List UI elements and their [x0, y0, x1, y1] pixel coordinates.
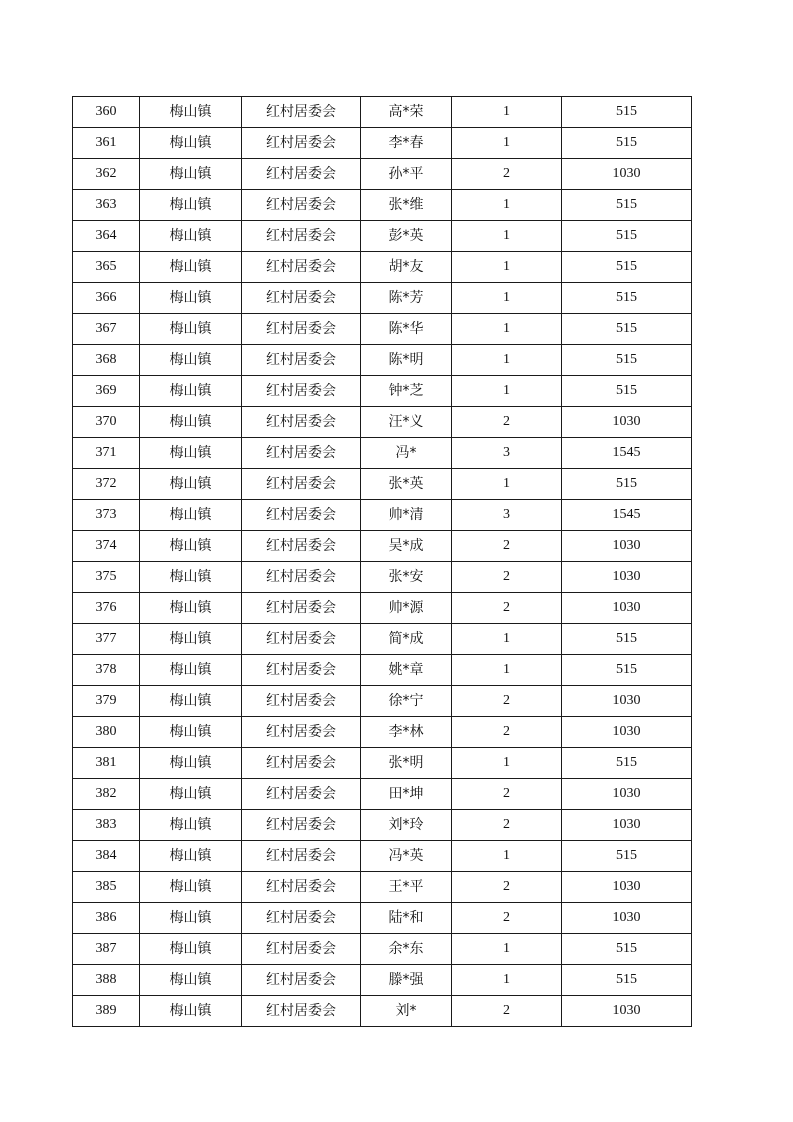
town-cell: 梅山镇: [140, 407, 242, 438]
committee-cell: 红村居委会: [242, 376, 361, 407]
town-cell: 梅山镇: [140, 252, 242, 283]
count-cell: 2: [452, 593, 562, 624]
row-number-cell: 386: [73, 903, 140, 934]
count-cell: 1: [452, 314, 562, 345]
amount-cell: 515: [562, 314, 692, 345]
name-cell: 高*荣: [361, 97, 452, 128]
count-cell: 2: [452, 531, 562, 562]
count-cell: 1: [452, 283, 562, 314]
name-cell: 帅*源: [361, 593, 452, 624]
count-cell: 1: [452, 345, 562, 376]
row-number-cell: 370: [73, 407, 140, 438]
row-number-cell: 367: [73, 314, 140, 345]
name-cell: 冯*英: [361, 841, 452, 872]
name-cell: 彭*英: [361, 221, 452, 252]
row-number-cell: 362: [73, 159, 140, 190]
committee-cell: 红村居委会: [242, 345, 361, 376]
name-cell: 张*英: [361, 469, 452, 500]
count-cell: 1: [452, 624, 562, 655]
table-row: [73, 841, 692, 872]
committee-cell: 红村居委会: [242, 779, 361, 810]
row-number-cell: 375: [73, 562, 140, 593]
row-number-cell: 382: [73, 779, 140, 810]
name-cell: 胡*友: [361, 252, 452, 283]
table-row: [73, 376, 692, 407]
row-number-cell: 388: [73, 965, 140, 996]
count-cell: 1: [452, 655, 562, 686]
count-cell: 1: [452, 252, 562, 283]
town-cell: 梅山镇: [140, 190, 242, 221]
committee-cell: 红村居委会: [242, 810, 361, 841]
row-number-cell: 368: [73, 345, 140, 376]
table-row: [73, 438, 692, 469]
committee-cell: 红村居委会: [242, 686, 361, 717]
name-cell: 余*东: [361, 934, 452, 965]
name-cell: 滕*强: [361, 965, 452, 996]
table-row: [73, 97, 692, 128]
count-cell: 2: [452, 872, 562, 903]
amount-cell: 1030: [562, 562, 692, 593]
town-cell: 梅山镇: [140, 128, 242, 159]
table-row: [73, 934, 692, 965]
table-row: [73, 562, 692, 593]
amount-cell: 515: [562, 283, 692, 314]
town-cell: 梅山镇: [140, 996, 242, 1027]
table-row: [73, 748, 692, 779]
table-row: [73, 128, 692, 159]
row-number-cell: 387: [73, 934, 140, 965]
table-row: [73, 221, 692, 252]
town-cell: 梅山镇: [140, 655, 242, 686]
town-cell: 梅山镇: [140, 717, 242, 748]
amount-cell: 515: [562, 376, 692, 407]
amount-cell: 515: [562, 345, 692, 376]
table-row: [73, 779, 692, 810]
row-number-cell: 369: [73, 376, 140, 407]
committee-cell: 红村居委会: [242, 500, 361, 531]
data-table: [72, 96, 692, 1027]
town-cell: 梅山镇: [140, 159, 242, 190]
committee-cell: 红村居委会: [242, 438, 361, 469]
row-number-cell: 366: [73, 283, 140, 314]
committee-cell: 红村居委会: [242, 469, 361, 500]
row-number-cell: 372: [73, 469, 140, 500]
table-row: [73, 872, 692, 903]
table-row: [73, 655, 692, 686]
table-body: [73, 97, 692, 1027]
table-row: [73, 965, 692, 996]
amount-cell: 1030: [562, 779, 692, 810]
amount-cell: 1030: [562, 996, 692, 1027]
town-cell: 梅山镇: [140, 376, 242, 407]
count-cell: 2: [452, 779, 562, 810]
name-cell: 刘*玲: [361, 810, 452, 841]
row-number-cell: 380: [73, 717, 140, 748]
count-cell: 1: [452, 190, 562, 221]
table-row: [73, 407, 692, 438]
committee-cell: 红村居委会: [242, 97, 361, 128]
committee-cell: 红村居委会: [242, 841, 361, 872]
town-cell: 梅山镇: [140, 500, 242, 531]
town-cell: 梅山镇: [140, 841, 242, 872]
committee-cell: 红村居委会: [242, 407, 361, 438]
amount-cell: 1030: [562, 531, 692, 562]
amount-cell: 515: [562, 934, 692, 965]
committee-cell: 红村居委会: [242, 283, 361, 314]
row-number-cell: 361: [73, 128, 140, 159]
committee-cell: 红村居委会: [242, 593, 361, 624]
amount-cell: 1030: [562, 717, 692, 748]
count-cell: 2: [452, 562, 562, 593]
town-cell: 梅山镇: [140, 283, 242, 314]
count-cell: 1: [452, 841, 562, 872]
amount-cell: 1030: [562, 903, 692, 934]
table-row: [73, 903, 692, 934]
town-cell: 梅山镇: [140, 810, 242, 841]
amount-cell: 515: [562, 252, 692, 283]
row-number-cell: 360: [73, 97, 140, 128]
committee-cell: 红村居委会: [242, 903, 361, 934]
count-cell: 1: [452, 128, 562, 159]
table-row: [73, 810, 692, 841]
name-cell: 田*坤: [361, 779, 452, 810]
town-cell: 梅山镇: [140, 593, 242, 624]
name-cell: 张*安: [361, 562, 452, 593]
amount-cell: 515: [562, 841, 692, 872]
name-cell: 吴*成: [361, 531, 452, 562]
amount-cell: 515: [562, 655, 692, 686]
row-number-cell: 377: [73, 624, 140, 655]
row-number-cell: 381: [73, 748, 140, 779]
count-cell: 2: [452, 996, 562, 1027]
name-cell: 陈*华: [361, 314, 452, 345]
table-row: [73, 252, 692, 283]
name-cell: 钟*芝: [361, 376, 452, 407]
row-number-cell: 364: [73, 221, 140, 252]
name-cell: 王*平: [361, 872, 452, 903]
committee-cell: 红村居委会: [242, 159, 361, 190]
table-row: [73, 996, 692, 1027]
name-cell: 张*维: [361, 190, 452, 221]
row-number-cell: 384: [73, 841, 140, 872]
name-cell: 李*林: [361, 717, 452, 748]
name-cell: 陈*芳: [361, 283, 452, 314]
count-cell: 1: [452, 376, 562, 407]
town-cell: 梅山镇: [140, 562, 242, 593]
row-number-cell: 376: [73, 593, 140, 624]
amount-cell: 1030: [562, 593, 692, 624]
town-cell: 梅山镇: [140, 469, 242, 500]
committee-cell: 红村居委会: [242, 190, 361, 221]
committee-cell: 红村居委会: [242, 748, 361, 779]
row-number-cell: 374: [73, 531, 140, 562]
row-number-cell: 385: [73, 872, 140, 903]
table-row: [73, 624, 692, 655]
row-number-cell: 389: [73, 996, 140, 1027]
count-cell: 2: [452, 810, 562, 841]
count-cell: 1: [452, 934, 562, 965]
table-row: [73, 283, 692, 314]
count-cell: 1: [452, 97, 562, 128]
amount-cell: 1545: [562, 500, 692, 531]
count-cell: 3: [452, 500, 562, 531]
count-cell: 2: [452, 717, 562, 748]
table-row: [73, 531, 692, 562]
count-cell: 2: [452, 903, 562, 934]
count-cell: 1: [452, 469, 562, 500]
town-cell: 梅山镇: [140, 314, 242, 345]
name-cell: 冯*: [361, 438, 452, 469]
amount-cell: 1030: [562, 810, 692, 841]
count-cell: 1: [452, 748, 562, 779]
table-row: [73, 190, 692, 221]
committee-cell: 红村居委会: [242, 128, 361, 159]
committee-cell: 红村居委会: [242, 996, 361, 1027]
table-row: [73, 345, 692, 376]
committee-cell: 红村居委会: [242, 934, 361, 965]
count-cell: 1: [452, 965, 562, 996]
row-number-cell: 371: [73, 438, 140, 469]
town-cell: 梅山镇: [140, 345, 242, 376]
committee-cell: 红村居委会: [242, 624, 361, 655]
table-row: [73, 469, 692, 500]
committee-cell: 红村居委会: [242, 965, 361, 996]
town-cell: 梅山镇: [140, 686, 242, 717]
name-cell: 张*明: [361, 748, 452, 779]
amount-cell: 1030: [562, 872, 692, 903]
committee-cell: 红村居委会: [242, 252, 361, 283]
amount-cell: 515: [562, 965, 692, 996]
row-number-cell: 378: [73, 655, 140, 686]
count-cell: 3: [452, 438, 562, 469]
row-number-cell: 379: [73, 686, 140, 717]
name-cell: 李*春: [361, 128, 452, 159]
committee-cell: 红村居委会: [242, 531, 361, 562]
row-number-cell: 365: [73, 252, 140, 283]
table-row: [73, 717, 692, 748]
table-row: [73, 686, 692, 717]
row-number-cell: 363: [73, 190, 140, 221]
name-cell: 孙*平: [361, 159, 452, 190]
table-row: [73, 159, 692, 190]
town-cell: 梅山镇: [140, 748, 242, 779]
amount-cell: 515: [562, 748, 692, 779]
name-cell: 汪*义: [361, 407, 452, 438]
amount-cell: 515: [562, 221, 692, 252]
count-cell: 2: [452, 407, 562, 438]
count-cell: 1: [452, 221, 562, 252]
amount-cell: 515: [562, 624, 692, 655]
count-cell: 2: [452, 686, 562, 717]
amount-cell: 1030: [562, 407, 692, 438]
committee-cell: 红村居委会: [242, 655, 361, 686]
amount-cell: 515: [562, 190, 692, 221]
name-cell: 帅*清: [361, 500, 452, 531]
count-cell: 2: [452, 159, 562, 190]
town-cell: 梅山镇: [140, 965, 242, 996]
amount-cell: 515: [562, 469, 692, 500]
name-cell: 徐*宁: [361, 686, 452, 717]
town-cell: 梅山镇: [140, 221, 242, 252]
town-cell: 梅山镇: [140, 779, 242, 810]
town-cell: 梅山镇: [140, 438, 242, 469]
committee-cell: 红村居委会: [242, 872, 361, 903]
amount-cell: 1030: [562, 686, 692, 717]
amount-cell: 1545: [562, 438, 692, 469]
amount-cell: 1030: [562, 159, 692, 190]
committee-cell: 红村居委会: [242, 314, 361, 345]
table-row: [73, 500, 692, 531]
town-cell: 梅山镇: [140, 624, 242, 655]
name-cell: 简*成: [361, 624, 452, 655]
row-number-cell: 373: [73, 500, 140, 531]
committee-cell: 红村居委会: [242, 221, 361, 252]
name-cell: 刘*: [361, 996, 452, 1027]
town-cell: 梅山镇: [140, 97, 242, 128]
town-cell: 梅山镇: [140, 872, 242, 903]
name-cell: 姚*章: [361, 655, 452, 686]
committee-cell: 红村居委会: [242, 562, 361, 593]
table-row: [73, 314, 692, 345]
amount-cell: 515: [562, 97, 692, 128]
town-cell: 梅山镇: [140, 934, 242, 965]
town-cell: 梅山镇: [140, 903, 242, 934]
row-number-cell: 383: [73, 810, 140, 841]
amount-cell: 515: [562, 128, 692, 159]
name-cell: 陈*明: [361, 345, 452, 376]
name-cell: 陆*和: [361, 903, 452, 934]
town-cell: 梅山镇: [140, 531, 242, 562]
committee-cell: 红村居委会: [242, 717, 361, 748]
table-row: [73, 593, 692, 624]
